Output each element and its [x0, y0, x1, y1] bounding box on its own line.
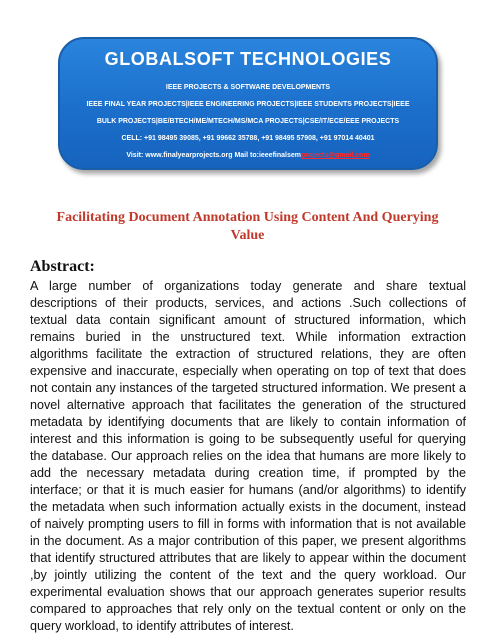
banner-visit-text: Visit: www.finalyearprojects.org Mail to:ieeefinalsem [126, 152, 301, 159]
abstract-body: A large number of organizations today generate and share textual descriptions of their products, services, and actions .Such collections of textual data contain significant amount of structured information, which remains buried in the unstructured text. While information extraction algorithms facilitate the extraction of structured relations, they are often expensive and inaccurate, especially when operating on top of text that does not contain any instances of the targeted structured information. We present a novel alternative approach that facilitates the generation of the structured metadata by identifying documents that are likely to contain information of interest and this information is going to be subsequently useful for querying the database. Our approach relies on the idea that humans are more likely to add the necessary metadata during creation time, if prompted by the interface; or that it is much easier for humans (and/or algorithms) to identify the metadata when such information actually exists in the document, instead of naively prompting users to fill in forms with information that is not available in the document. As a major contribution of this paper, we present algorithms that identify structured attributes that are likely to appear within the document ,by jointly utilizing the content of the text and the query workload. Our experimental evaluation shows that our approach generates superior results compared to approaches that rely only on the textual content or only on the query workload, to identify attributes of interest. [30, 279, 466, 633]
company-name: GLOBALSOFT TECHNOLOGIES [104, 49, 392, 69]
abstract-heading: Abstract: [30, 258, 95, 275]
email-link[interactable]: projects@gmail.com [300, 152, 370, 159]
banner-visit-line [60, 152, 436, 159]
banner-tagline: IEEE PROJECTS & SOFTWARE DEVELOPMENTS [165, 84, 331, 91]
banner-projects-line-1: IEEE FINAL YEAR PROJECTS|IEEE ENGINEERING PROJECTS|IEEE STUDENTS PROJECTS|IEEE [86, 101, 410, 108]
banner-projects-line-2: BULK PROJECTS|BE/BTECH/ME/MTECH/MS/MCA PROJECTS|CSE/IT/ECE/EEE PROJECTS [96, 118, 400, 125]
document-title: Facilitating Document Annotation Using Content And Querying Value [56, 210, 439, 243]
banner-contact-phones: CELL: +91 98495 39085, +91 99662 35788, +91 98495 57908, +91 97014 40401 [121, 135, 375, 142]
company-banner [58, 37, 438, 170]
